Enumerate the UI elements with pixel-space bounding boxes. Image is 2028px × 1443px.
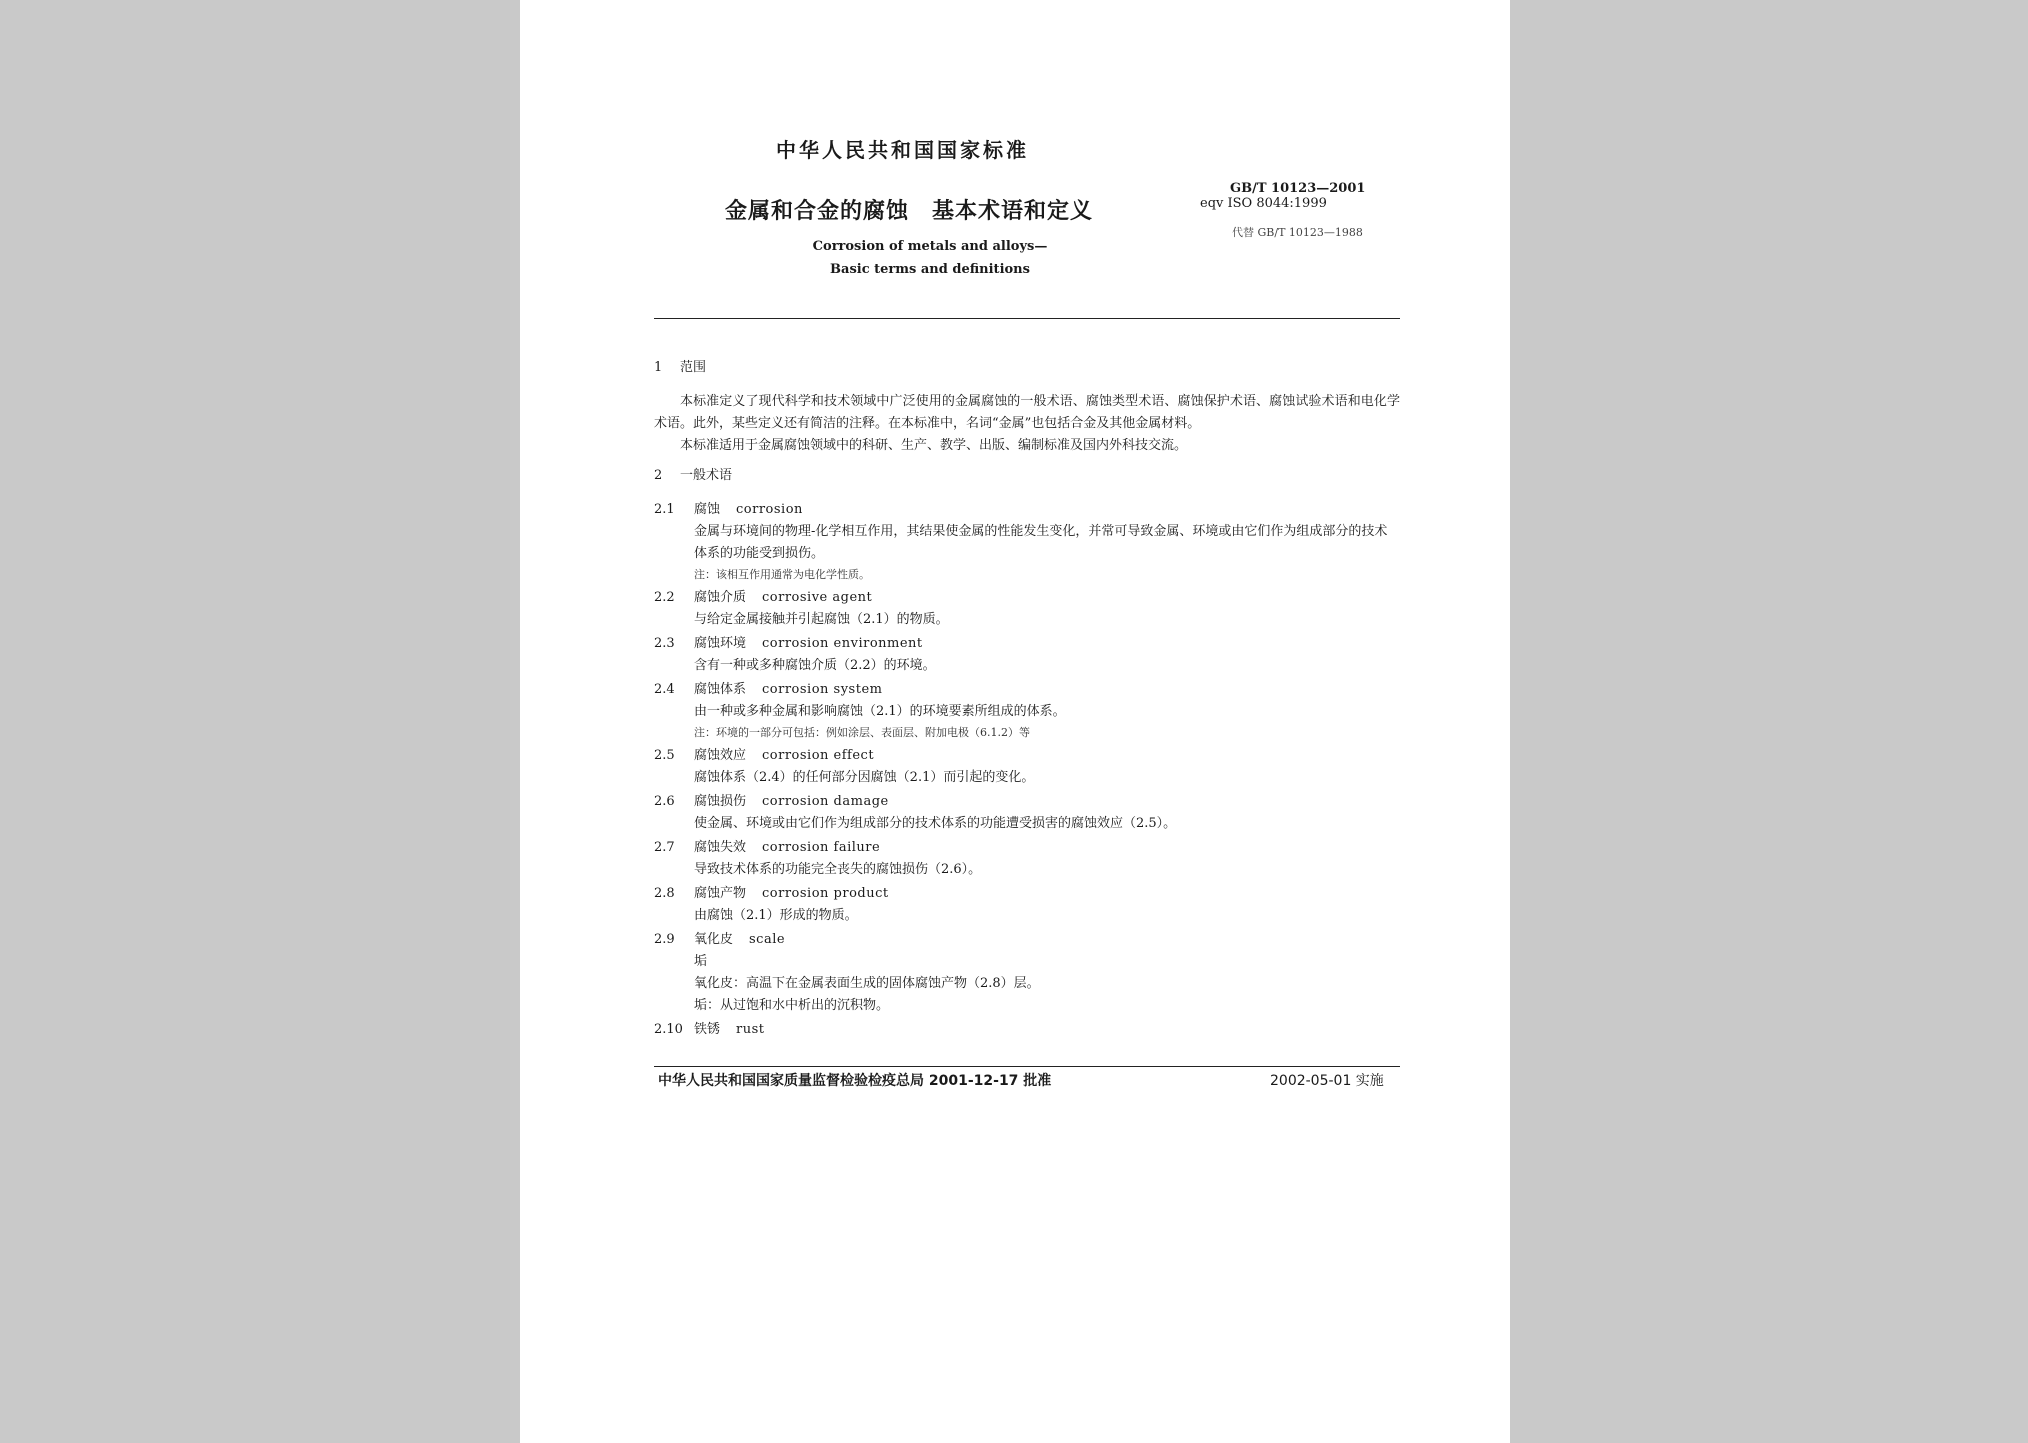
standard-replaces: 代替 GB/T 10123—1988 [1232, 226, 1363, 239]
approval-statement: 中华人民共和国国家质量监督检验检疫总局 2001-12-17 批准 [658, 1073, 1052, 1089]
term-chinese: 腐蚀环境 [694, 636, 747, 651]
term-heading [654, 587, 1400, 609]
term-heading [654, 745, 1400, 767]
standard-equivalence: eqv ISO 8044:1999 [1200, 196, 1327, 211]
footer-divider [654, 1066, 1400, 1067]
term-english: corrosion damage [762, 794, 889, 809]
term-number: 2.1 [654, 502, 675, 517]
term-entry [654, 587, 1400, 631]
document-title-english-line2: Basic terms and definitions [830, 262, 1030, 277]
section-title: 范围 [680, 360, 707, 375]
term-number: 2.6 [654, 794, 675, 809]
document-title-english-line1: Corrosion of metals and alloys— [812, 239, 1048, 254]
section-heading-scope [654, 357, 1400, 379]
scope-paragraph: 本标准适用于金属腐蚀领域中的科研、生产、教学、出版、编制标准及国内外科技交流。 [680, 438, 1188, 453]
term-chinese: 腐蚀效应 [694, 748, 747, 763]
term-number: 2.3 [654, 636, 675, 651]
term-entry [654, 745, 1400, 789]
term-definition: 由一种或多种金属和影响腐蚀（2.1）的环境要素所组成的体系。 [694, 704, 1066, 719]
term-number: 2.8 [654, 886, 675, 901]
term-definition: 金属与环境间的物理-化学相互作用，其结果使金属的性能发生变化，并常可导致金属、环境或由它们作为组成部分的技术体系的功能受到损伤。 [694, 524, 1388, 561]
term-entry [654, 929, 1400, 1017]
term-number: 2.7 [654, 840, 675, 855]
term-english: corrosion [736, 502, 803, 517]
term-definition: 导致技术体系的功能完全丧失的腐蚀损伤（2.6）。 [694, 862, 982, 877]
term-entry [654, 791, 1400, 835]
effective-date: 2002-05-01 实施 [1270, 1073, 1384, 1089]
term-english: corrosion environment [762, 636, 923, 651]
term-heading [654, 883, 1400, 905]
term-definition: 垢：从过饱和水中析出的沉积物。 [694, 998, 890, 1013]
document-body [654, 357, 1400, 1041]
term-note: 注：该相互作用通常为电化学性质。 [694, 568, 870, 581]
term-english: corrosion product [762, 886, 889, 901]
term-english: corrosion system [762, 682, 883, 697]
term-heading [654, 929, 1400, 951]
term-number: 2.10 [654, 1022, 683, 1037]
term-number: 2.5 [654, 748, 675, 763]
term-english: corrosion failure [762, 840, 881, 855]
spacer [654, 457, 1400, 465]
term-definition: 氧化皮：高温下在金属表面生成的固体腐蚀产物（2.8）层。 [694, 976, 1040, 991]
term-entry [654, 499, 1400, 585]
document-page [520, 0, 1510, 1443]
term-entry [654, 633, 1400, 677]
term-definition: 由腐蚀（2.1）形成的物质。 [694, 908, 858, 923]
term-chinese: 氧化皮 [694, 932, 734, 947]
term-heading [654, 633, 1400, 655]
term-chinese: 腐蚀体系 [694, 682, 747, 697]
term-entry [654, 1019, 1400, 1041]
term-number: 2.2 [654, 590, 675, 605]
document-title-chinese: 金属和合金的腐蚀 基本术语和定义 [725, 199, 1094, 224]
section-heading-general-terms [654, 465, 1400, 487]
term-entry [654, 679, 1400, 743]
term-heading [654, 791, 1400, 813]
term-chinese: 腐蚀损伤 [694, 794, 747, 809]
term-definition: 腐蚀体系（2.4）的任何部分因腐蚀（2.1）而引起的变化。 [694, 770, 1035, 785]
term-chinese: 腐蚀 [694, 502, 721, 517]
scope-paragraph: 本标准定义了现代科学和技术领域中广泛使用的金属腐蚀的一般术语、腐蚀类型术语、腐蚀保护术语、腐蚀试验术语和电化学术语。此外，某些定义还有简洁的注释。在本标准中，名词“金属”也包括合金及其他金属材料。 [654, 394, 1400, 431]
section-number: 1 [654, 360, 663, 375]
term-definition: 与给定金属接触并引起腐蚀（2.1）的物质。 [694, 612, 949, 627]
term-chinese: 铁锈 [694, 1022, 721, 1037]
term-definition: 含有一种或多种腐蚀介质（2.2）的环境。 [694, 658, 936, 673]
term-chinese: 腐蚀失效 [694, 840, 747, 855]
issuing-country-standard-label: 中华人民共和国国家标准 [776, 138, 1029, 162]
term-number: 2.4 [654, 682, 675, 697]
term-entry [654, 837, 1400, 881]
term-definition: 使金属、环境或由它们作为组成部分的技术体系的功能遭受损害的腐蚀效应（2.5）。 [694, 816, 1177, 831]
term-note: 注：环境的一部分可包括：例如涂层、表面层、附加电极（6.1.2）等 [694, 726, 1030, 739]
term-heading [654, 499, 1400, 521]
term-english: scale [749, 932, 786, 947]
term-chinese: 腐蚀介质 [694, 590, 747, 605]
term-number: 2.9 [654, 932, 675, 947]
term-heading [654, 679, 1400, 701]
term-entry [654, 883, 1400, 927]
term-heading [654, 837, 1400, 859]
standard-number: GB/T 10123—2001 [1230, 181, 1366, 196]
term-heading [654, 1019, 1400, 1041]
section-number: 2 [654, 468, 663, 483]
term-definition: 垢 [694, 954, 708, 969]
term-list [654, 499, 1400, 1041]
header-divider [654, 318, 1400, 319]
section-title: 一般术语 [680, 468, 733, 483]
term-chinese: 腐蚀产物 [694, 886, 747, 901]
term-english: corrosive agent [762, 590, 873, 605]
term-english: rust [736, 1022, 765, 1037]
term-english: corrosion effect [762, 748, 875, 763]
